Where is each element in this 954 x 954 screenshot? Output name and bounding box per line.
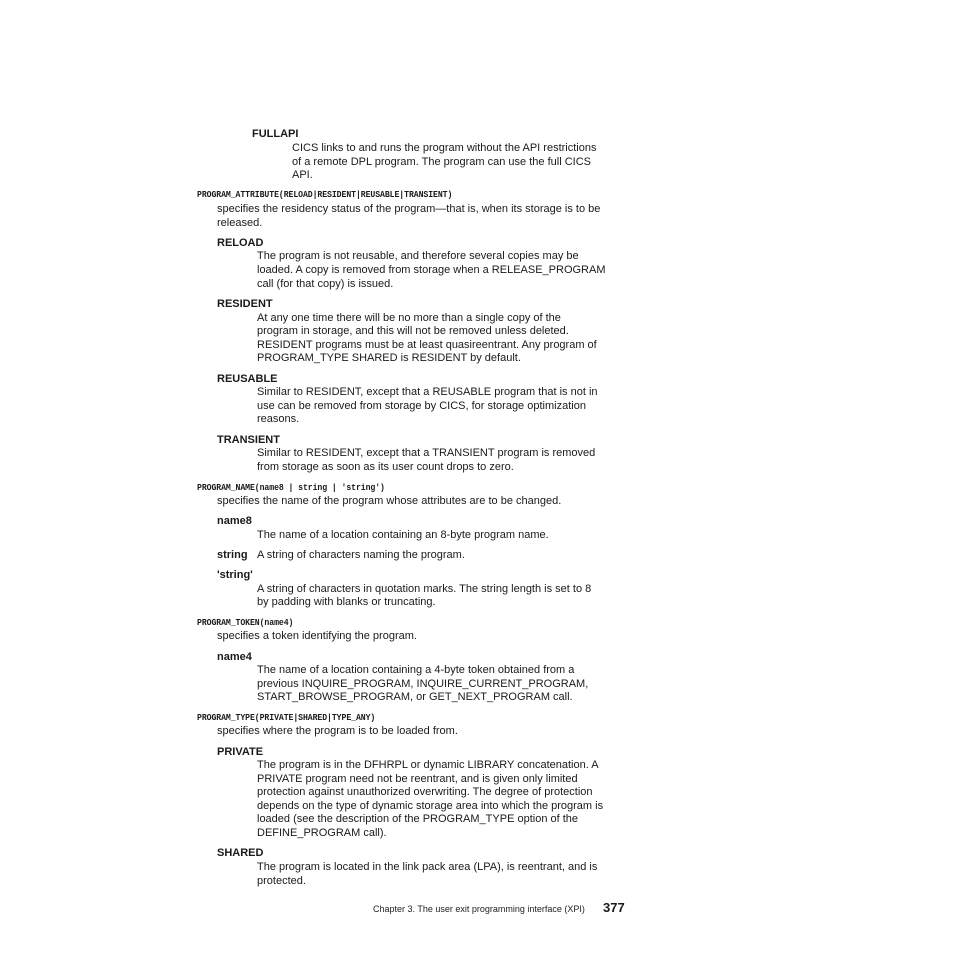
program-attribute-desc-line-1: specifies the residency status of the program—that is, when its storage is to be <box>217 203 601 215</box>
resident-desc-line-4: PROGRAM_TYPE SHARED is RESIDENT by default. <box>257 352 521 364</box>
program-name-desc-line-1: specifies the name of the program whose attributes are to be changed. <box>217 495 562 507</box>
string-desc-line-1: A string of characters naming the program. <box>257 549 465 561</box>
fullapi-desc-line-3: API. <box>292 169 313 181</box>
syntax-program-attribute: PROGRAM_ATTRIBUTE(RELOAD|RESIDENT|REUSABLE|TRANSIENT) <box>197 189 453 200</box>
term-string: string <box>217 549 248 561</box>
private-desc-line-1: The program is in the DFHRPL or dynamic LIBRARY concatenation. A <box>257 759 599 771</box>
term-name8: name8 <box>217 515 252 527</box>
name4-desc-line-1: The name of a location containing a 4-byte token obtained from a <box>257 664 575 676</box>
term-reusable: REUSABLE <box>217 373 278 385</box>
program-token-desc-line-1: specifies a token identifying the program. <box>217 630 417 642</box>
resident-desc-line-2: program in storage, and this will not be removed unless deleted. <box>257 325 569 337</box>
name8-desc-line-1: The name of a location containing an 8-byte program name. <box>257 529 549 541</box>
reload-desc-line-1: The program is not reusable, and therefore several copies may be <box>257 250 579 262</box>
term-name4: name4 <box>217 651 252 663</box>
syntax-program-type: PROGRAM_TYPE(PRIVATE|SHARED|TYPE_ANY) <box>197 712 376 723</box>
shared-desc-line-2: protected. <box>257 875 306 887</box>
private-desc-line-4: depends on the type of dynamic storage area into which the program is <box>257 800 604 812</box>
footer-chapter-title: Chapter 3. The user exit programming interface (XPI) <box>373 904 585 914</box>
transient-desc-line-2: from storage as soon as its user count drops to zero. <box>257 461 514 473</box>
quoted-string-desc-line-2: by padding with blanks or truncating. <box>257 596 436 608</box>
reload-desc-line-3: call (for that copy) is issued. <box>257 278 394 290</box>
private-desc-line-2: PRIVATE program need not be reentrant, and is given only limited <box>257 773 578 785</box>
page-number: 377 <box>603 900 625 915</box>
name4-desc-line-3: START_BROWSE_PROGRAM, or GET_NEXT_PROGRAM call. <box>257 691 573 703</box>
term-fullapi: FULLAPI <box>252 128 299 140</box>
term-quoted-string: 'string' <box>217 569 253 581</box>
syntax-program-token: PROGRAM_TOKEN(name4) <box>197 617 294 628</box>
private-desc-line-5: loaded (see the description of the PROGRAM_TYPE option of the <box>257 813 579 825</box>
name4-desc-line-2: previous INQUIRE_PROGRAM, INQUIRE_CURRENT_PROGRAM, <box>257 678 589 690</box>
syntax-program-name: PROGRAM_NAME(name8 | string | 'string') <box>197 482 385 493</box>
transient-desc-line-1: Similar to RESIDENT, except that a TRANSIENT program is removed <box>257 447 596 459</box>
fullapi-desc-line-2: of a remote DPL program. The program can use the full CICS <box>292 156 591 168</box>
resident-desc-line-3: RESIDENT programs must be at least quasireentrant. Any program of <box>257 339 597 351</box>
term-transient: TRANSIENT <box>217 434 280 446</box>
term-reload: RELOAD <box>217 237 264 249</box>
term-private: PRIVATE <box>217 746 264 758</box>
private-desc-line-3: protection against unauthorized overwriting. The degree of protection <box>257 786 593 798</box>
reload-desc-line-2: loaded. A copy is removed from storage when a RELEASE_PROGRAM <box>257 264 606 276</box>
program-attribute-desc-line-2: released. <box>217 217 263 229</box>
quoted-string-desc-line-1: A string of characters in quotation marks. The string length is set to 8 <box>257 583 592 595</box>
program-type-desc-line-1: specifies where the program is to be loaded from. <box>217 725 458 737</box>
resident-desc-line-1: At any one time there will be no more than a single copy of the <box>257 312 561 324</box>
term-shared: SHARED <box>217 847 264 859</box>
term-resident: RESIDENT <box>217 298 273 310</box>
reusable-desc-line-2: use can be removed from storage by CICS, for storage optimization <box>257 400 586 412</box>
shared-desc-line-1: The program is located in the link pack area (LPA), is reentrant, and is <box>257 861 598 873</box>
reusable-desc-line-3: reasons. <box>257 413 300 425</box>
reusable-desc-line-1: Similar to RESIDENT, except that a REUSABLE program that is not in <box>257 386 598 398</box>
private-desc-line-6: DEFINE_PROGRAM call). <box>257 827 387 839</box>
fullapi-desc-line-1: CICS links to and runs the program without the API restrictions <box>292 142 597 154</box>
